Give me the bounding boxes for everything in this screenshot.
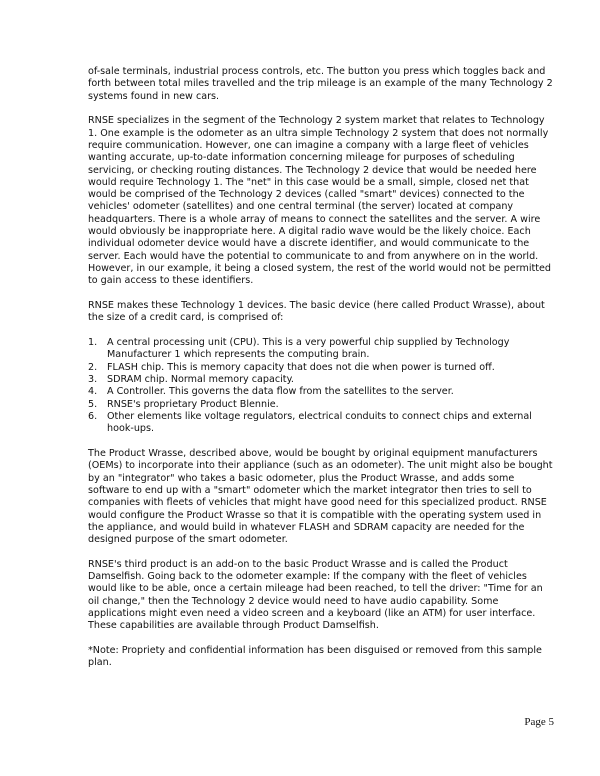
list-item: 2. FLASH chip. This is memory capacity that does not die when power is turned off.	[88, 361, 495, 373]
paragraph-rnse-specializes: RNSE specializes in the segment of the Technology 2 system market that relates to Technology 1. One example is the odometer as an ultra simple Technology 2 system that does not normally require communication. However, one can imagine a company with a large fleet of vehicles wanting accurate, up-to-date information concerning mileage for purposes of scheduling servicing, or checking routing distances. The Technology 2 device that would be needed here would require Technology 1. The "net" in this case would be a small, simple, closed net that would be comprised of the Technology 2 devices (called "smart" devices) connected to the vehicles' odometer (satellites) and one central terminal (the server) located at company headquarters. There is a whole array of means to connect the satellites and the server. A wire would obviously be inappropriate here. A digital radio wave would be the likely choice. Each individual odometer device would have a discrete identifier, and would communicate to the server. Each would have the potential to communicate to and from anywhere on in the world. However, in our example, it being a closed system, the rest of the world would not be permitted to gain access to these identifiers.	[88, 115, 551, 287]
document-body	[88, 66, 556, 670]
confidentiality-note: *Note: Propriety and confidential information has been disguised or removed from this sample plan.	[88, 645, 542, 669]
paragraph-product-wrasse: The Product Wrasse, described above, would be bought by original equipment manufacturers (OEMs) to incorporate into their appliance (such as an odometer). The unit might also be bought by an "integrator" who takes a basic odometer, plus the Product Wrasse, and adds some software to end up with a "smart" odometer which the market integrator then tries to sell to companies with fleets of vehicles that might have good need for this specialized product. RNSE would configure the Product Wrasse so that it is compatible with the operating system used in the appliance, and would build in whatever FLASH and SDRAM capacity are needed for the designed purpose of the smart odometer.	[88, 448, 553, 546]
component-list	[88, 337, 556, 435]
paragraph-third-product: RNSE's third product is an add-on to the basic Product Wrasse and is called the Product Damselfish. Going back to the odometer example: If the company with the fleet of vehicles would like to be able, once a certain mileage had been reached, to tell the driver: "Time for an oil change," then the Technology 2 device would need to have audio capability. Some applications might even need a video screen and a keyboard (like an ATM) for user interface. These capabilities are available through Product Damselfish.	[88, 558, 543, 632]
paragraph-intro-continuation: of-sale terminals, industrial process controls, etc. The button you press which toggles back and forth between total miles travelled and the trip mileage is an example of the many Technology 2 systems found in new cars.	[88, 66, 553, 102]
list-item: 4. A Controller. This governs the data flow from the satellites to the server.	[88, 386, 454, 398]
paragraph-rnse-makes: RNSE makes these Technology 1 devices. The basic device (here called Product Wrasse), about the size of a credit card, is comprised of:	[88, 300, 545, 324]
list-item: 5. RNSE's proprietary Product Blennie.	[88, 398, 279, 410]
list-item: 6. Other elements like voltage regulators, electrical conduits to connect chips and external hook-ups.	[88, 410, 532, 435]
page-number: Page 5	[524, 716, 554, 728]
list-item: 3. SDRAM chip. Normal memory capacity.	[88, 374, 294, 386]
list-item: 1. A central processing unit (CPU). This is a very powerful chip supplied by Technology Manufacturer 1 which represents the computing brain.	[88, 337, 510, 361]
